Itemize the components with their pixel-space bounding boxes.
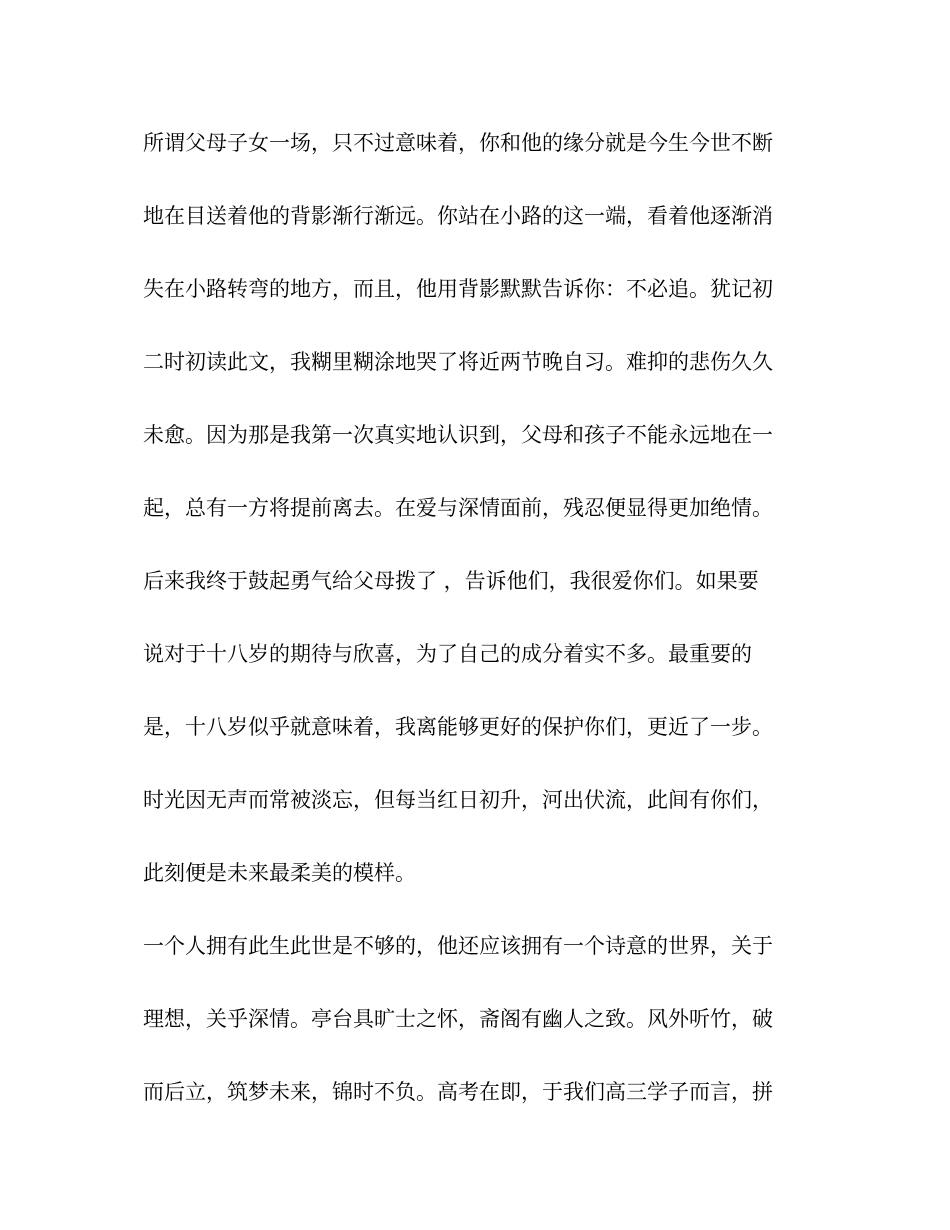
text-line: 一个人拥有此生此世是不够的，他还应该拥有一个诗意的世界，关于 bbox=[143, 934, 773, 958]
text-line: 所谓父母子女一场，只不过意味着，你和他的缘分就是今生今世不断 bbox=[143, 131, 773, 155]
text-line: 未愈。因为那是我第一次真实地认识到，父母和孩子不能永远地在一 bbox=[143, 423, 773, 447]
text-line: 起，总有一方将提前离去。在爱与深情面前，残忍便显得更加绝情。 bbox=[143, 496, 773, 520]
essay-text bbox=[143, 123, 803, 1145]
text-line: 是，十八岁似乎就意味着，我离能够更好的保护你们，更近了一步。 bbox=[143, 715, 773, 739]
text-line: 二时初读此文，我糊里糊涂地哭了将近两节晚自习。难抑的悲伤久久 bbox=[143, 350, 773, 374]
text-line: 时光因无声而常被淡忘，但每当红日初升，河出伏流，此间有你们， bbox=[143, 788, 773, 812]
text-line: 地在目送着他的背影渐行渐远。你站在小路的这一端，看着他逐渐消 bbox=[143, 204, 773, 228]
text-line: 说对于十八岁的期待与欣喜，为了自己的成分着实不多。最重要的 bbox=[143, 642, 752, 666]
text-line: 而后立，筑梦未来，锦时不负。高考在即，于我们高三学子而言，拼 bbox=[143, 1080, 773, 1104]
text-line: 失在小路转弯的地方，而且，他用背影默默告诉你：不必追。犹记初 bbox=[143, 277, 773, 301]
text-line: 理想，关乎深情。亭台具旷士之怀，斋阁有幽人之致。风外听竹，破 bbox=[143, 1007, 773, 1031]
text-line: 后来我终于鼓起勇气给父母拨了 ，告诉他们，我很爱你们。如果要 bbox=[143, 569, 759, 593]
text-line: 此刻便是未来最柔美的模样。 bbox=[143, 861, 416, 885]
